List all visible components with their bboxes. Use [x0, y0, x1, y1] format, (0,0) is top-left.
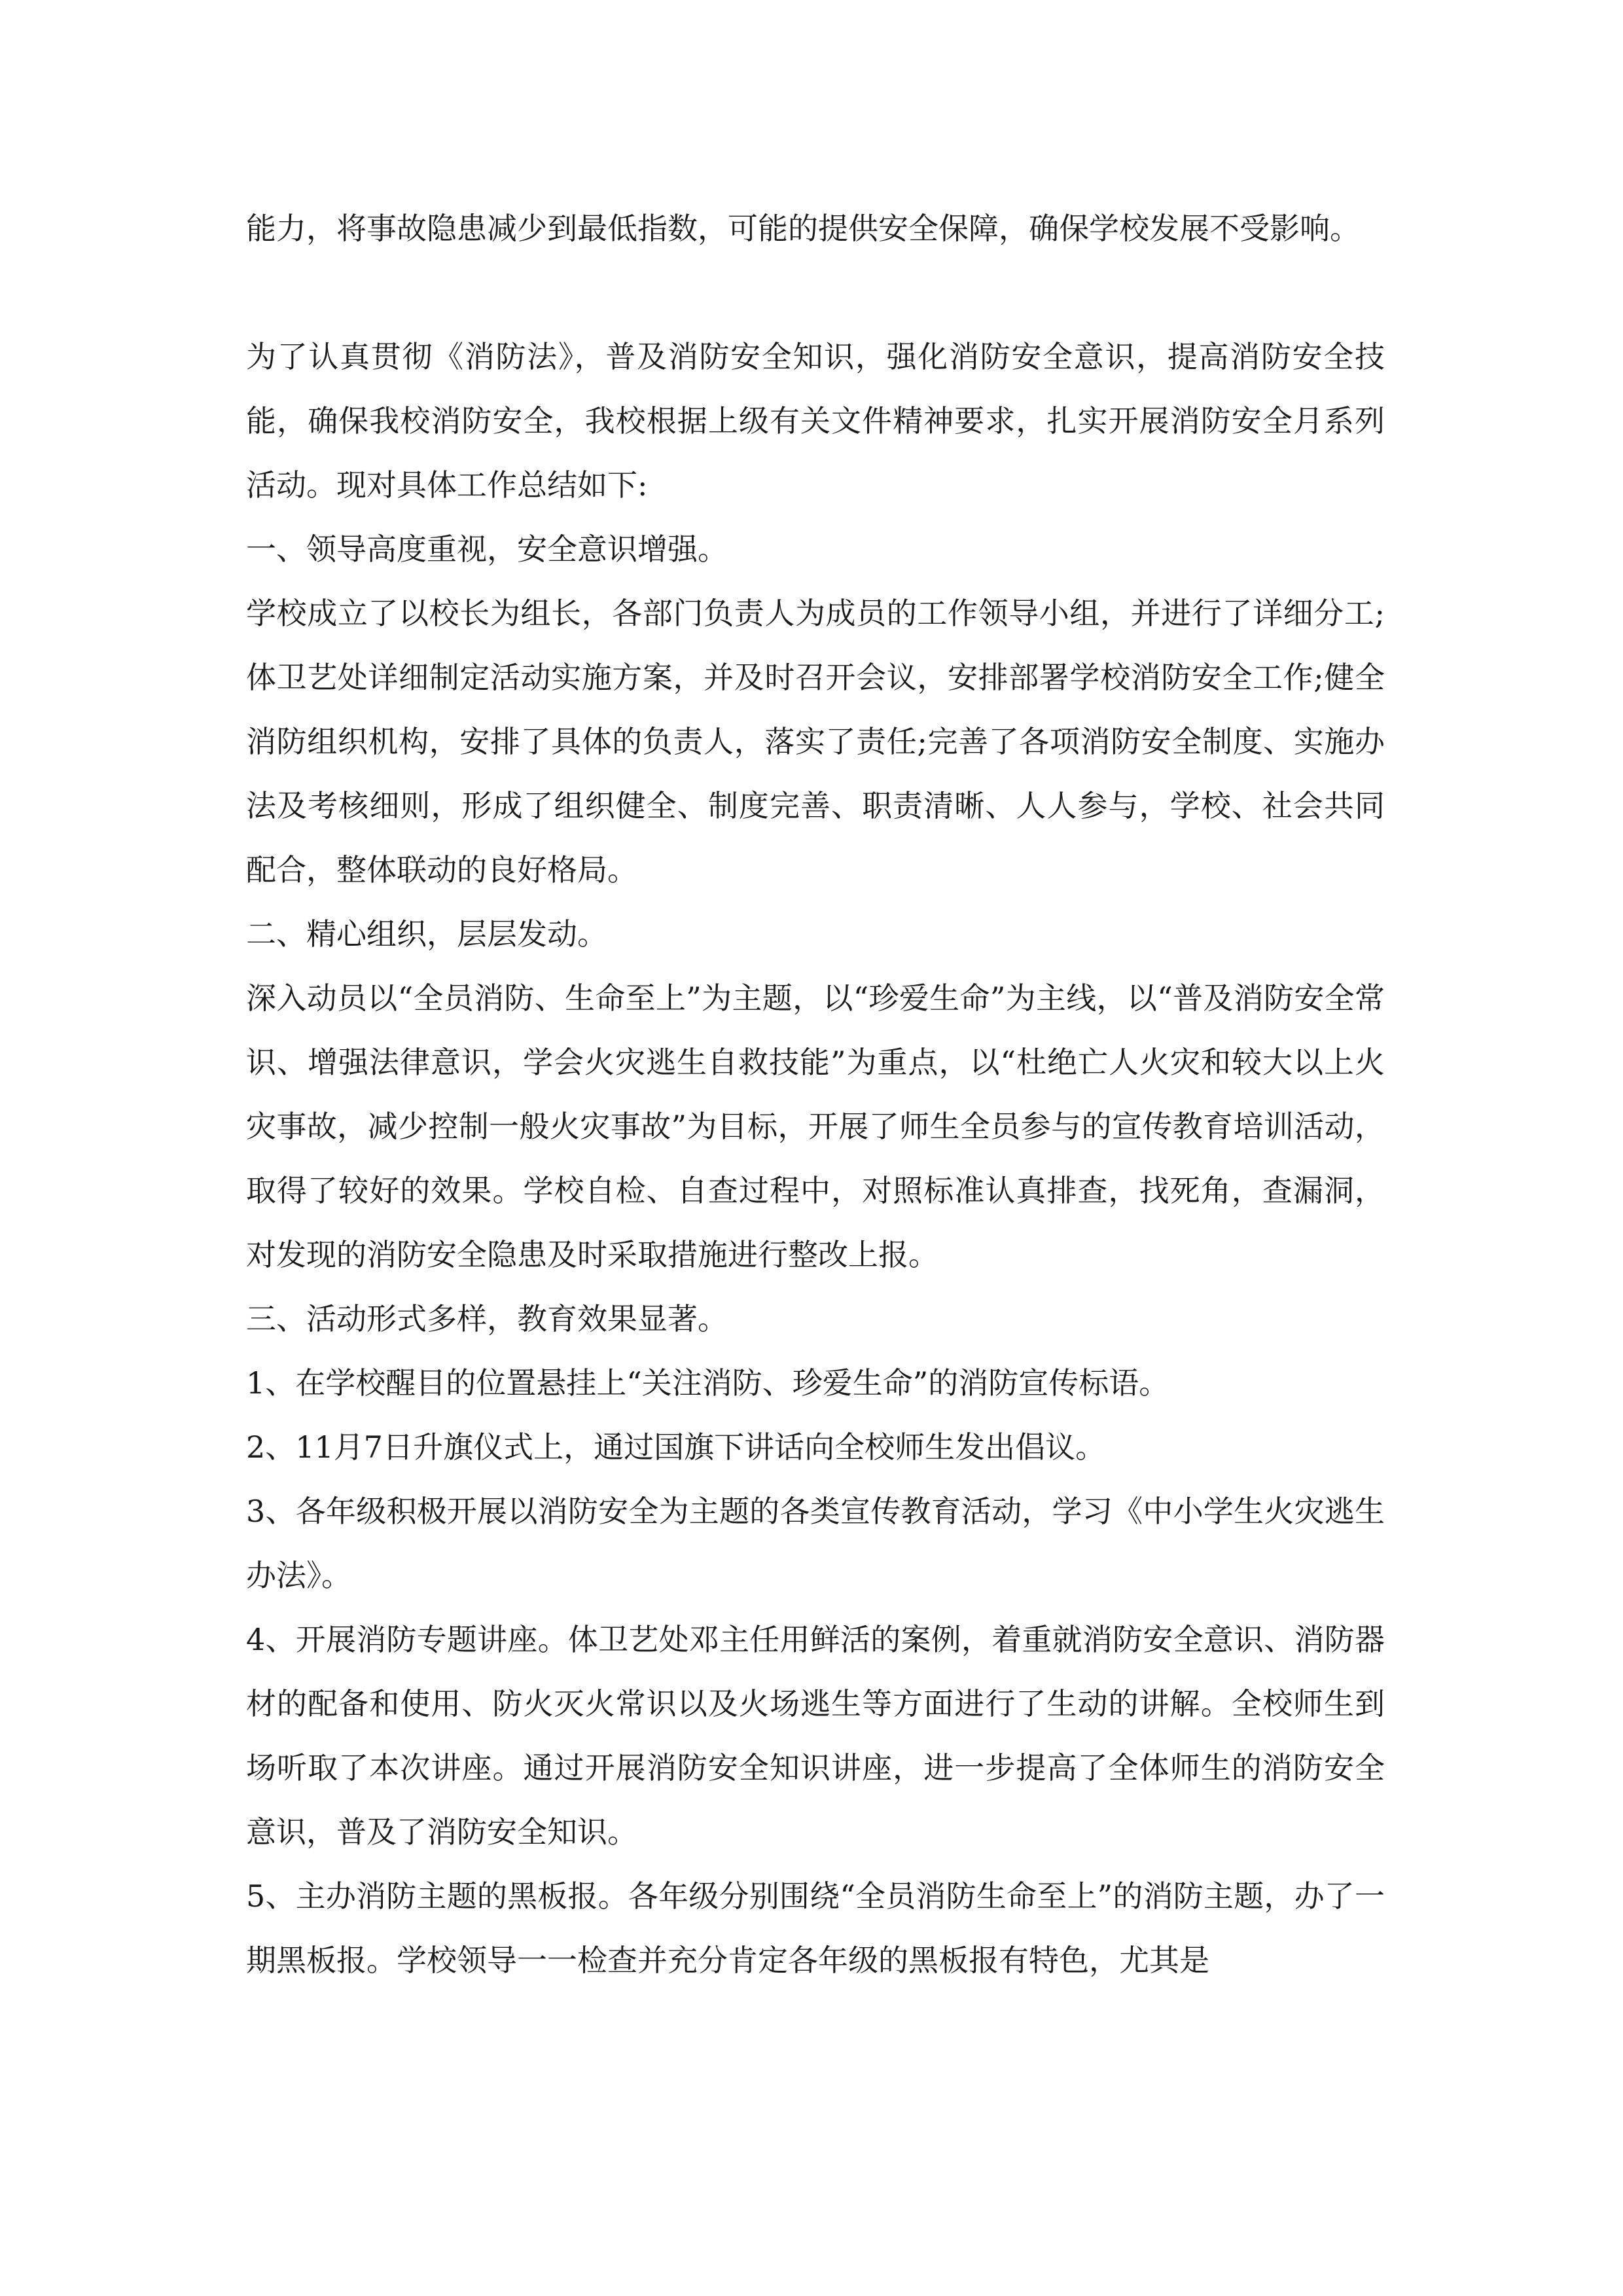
paragraph-section-1: 学校成立了以校长为组长，各部门负责人为成员的工作领导小组，并进行了详细分工;体卫艺处详细制定活动实施方案，并及时召开会议，安排部署学校消防安全工作;健全消防组织机构，安排了具体的负责人，落实了责任;完善了各项消防安全制度、实施办法及考核细则，形成了组织健全、制度完善、职责清晰、人人参与，学校、社会共同配合，整体联动的良好格局。 — [246, 596, 1385, 888]
paragraph-section-2: 深入动员以“全员消防、生命至上”为主题，以“珍爱生命”为主线，以“普及消防安全常识、增强法律意识，学会火灾逃生自救技能”为重点，以“杜绝亡人火灾和较大以上火灾事故，减少控制一般火灾事故”为目标，开展了师生全员参与的宣传教育培训活动，取得了较好的效果。学校自检、自查过程中，对照标准认真排查，找死角，查漏洞，对发现的消防安全隐患及时采取措施进行整改上报。 — [246, 980, 1385, 1272]
list-item-5: 5、主办消防主题的黑板报。各年级分别围绕“全员消防生命至上”的消防主题，办了一期黑板报。学校领导一一检查并充分肯定各年级的黑板报有特色，尤其是 — [246, 1878, 1385, 1978]
list-item-2: 2、11月7日升旗仪式上，通过国旗下讲话向全校师生发出倡议。 — [246, 1429, 1106, 1465]
list-item-3: 3、各年级积极开展以消防安全为主题的各类宣传教育活动，学习《中小学生火灾逃生办法》。 — [246, 1494, 1385, 1593]
paragraph-continuation: 能力，将事故隐患减少到最低指数，可能的提供安全保障，确保学校发展不受影响。 — [246, 211, 1360, 246]
document-body — [246, 196, 1385, 1992]
list-item-1: 1、在学校醒目的位置悬挂上“关注消防、珍爱生命”的消防宣传标语。 — [246, 1365, 1169, 1401]
section-heading-2: 二、精心组织，层层发动。 — [246, 916, 607, 952]
section-heading-3: 三、活动形式多样，教育效果显著。 — [246, 1301, 728, 1336]
list-item-4: 4、开展消防专题讲座。体卫艺处邓主任用鲜活的案例，着重就消防安全意识、消防器材的配备和使用、防火灭火常识以及火场逃生等方面进行了生动的讲解。全校师生到场听取了本次讲座。通过开展消防安全知识讲座，进一步提高了全体师生的消防安全意识，普及了消防安全知识。 — [246, 1622, 1385, 1850]
section-heading-1: 一、领导高度重视，安全意识增强。 — [246, 531, 728, 567]
paragraph-intro: 为了认真贯彻《消防法》，普及消防安全知识，强化消防安全意识，提高消防安全技能，确保我校消防安全，我校根据上级有关文件精神要求，扎实开展消防安全月系列活动。现对具体工作总结如下: — [246, 339, 1385, 503]
paragraph-gap — [246, 260, 1385, 325]
